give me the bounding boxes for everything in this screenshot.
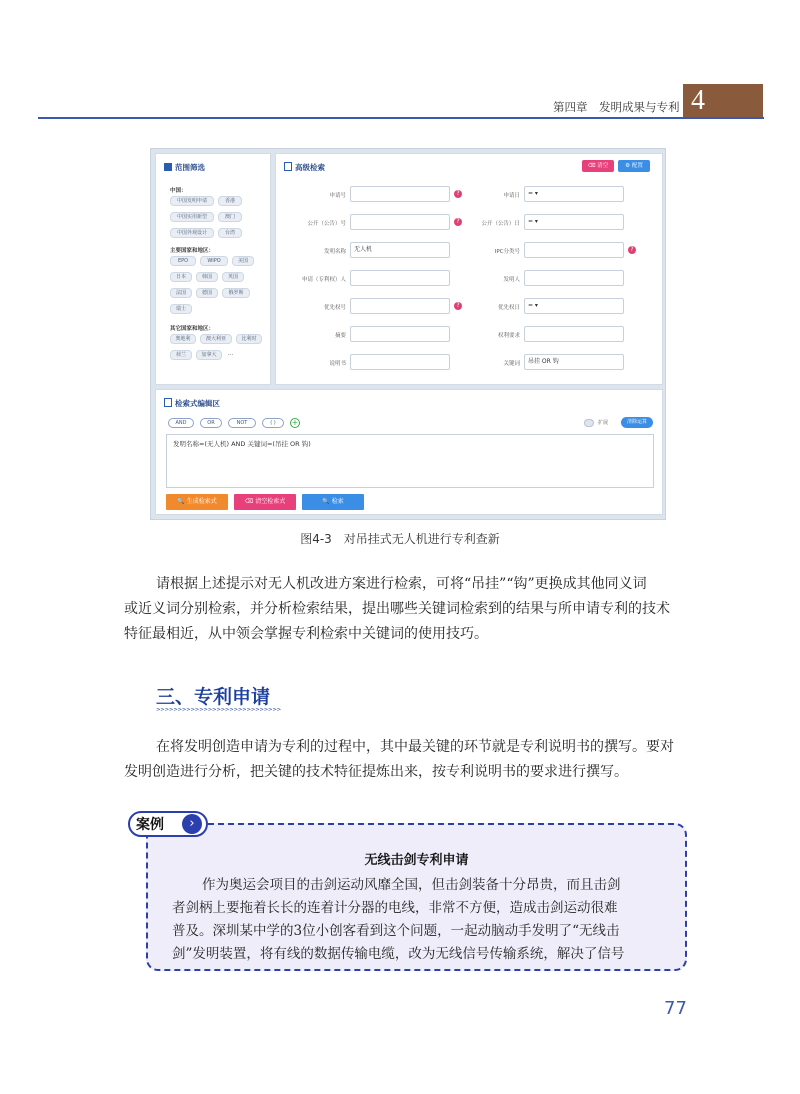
generate-expression-button[interactable]: 🔍 生成检索式	[166, 494, 228, 510]
para2-line2: 发明创造进行分析，把关键的技术特征提炼出来，按专利说明书的要求进行撰写。	[124, 764, 628, 780]
config-button[interactable]: ⚙ 配置	[618, 160, 650, 172]
expression-editor-panel	[155, 389, 663, 515]
chip-wipo[interactable]: WIPO	[200, 256, 228, 266]
para1-line1: 请根据上述提示对无人机改进方案进行检索，可将“吊挂”“钩”更换成其他同义词	[156, 576, 647, 592]
field-priority-no[interactable]	[350, 298, 450, 314]
field-label-applicant: 申请（专利权）人	[301, 277, 346, 283]
case-line-3: 普及。深圳某中学的3位小创客看到这个问题，一起动脑动手发明了“无线击	[172, 923, 620, 939]
figure-caption: 图4-3 对吊挂式无人机进行专利查新	[300, 532, 500, 546]
field-label-inventor: 发明人	[503, 277, 520, 283]
field-label-pub-date: 公开（公告）日	[481, 221, 520, 227]
header-rule	[38, 117, 764, 119]
field-inventor[interactable]	[524, 270, 624, 286]
more-regions: ...	[228, 351, 234, 357]
help-icon[interactable]: ?	[454, 190, 462, 198]
case-line-2: 者剑柄上要拖着长长的连着计分器的电线，非常不方便，造成击剑运动很难	[172, 900, 618, 916]
field-app-no[interactable]	[350, 186, 450, 202]
case-tag-label: 案例	[136, 817, 164, 833]
case-line-1: 作为奥运会项目的击剑运动风靡全国，但击剑装备十分昂贵，而且击剑	[202, 877, 621, 893]
edit-icon	[164, 398, 172, 407]
help-icon[interactable]: ?	[454, 302, 462, 310]
expression-textarea[interactable]: 发明名称=(无人机) AND 关键词=(吊挂 OR 钩)	[166, 434, 654, 488]
op-not-button[interactable]: NOT	[228, 418, 256, 428]
para1-line3: 特征最相近，从中领会掌握专利检索中关键词的使用技巧。	[124, 626, 488, 642]
chip-macau[interactable]: 澳门	[218, 212, 242, 222]
advanced-search-panel	[275, 153, 663, 385]
search-button[interactable]: 🔍 检索	[302, 494, 364, 510]
document-icon	[284, 162, 292, 171]
other-group-label: 其它国家和地区：	[170, 326, 215, 332]
field-label-ipc: IPC分类号	[494, 249, 520, 255]
op-paren-button[interactable]: ( )	[262, 418, 284, 428]
field-claims[interactable]	[524, 326, 624, 342]
field-label-app-date: 申请日	[503, 193, 520, 199]
chapter-title: 第四章 发明成果与专利	[553, 100, 680, 114]
chip-australia[interactable]: 澳大利亚	[200, 334, 232, 344]
op-and-button[interactable]: AND	[168, 418, 194, 428]
chip-uk[interactable]: 英国	[222, 272, 244, 282]
chip-korea[interactable]: 韩国	[196, 272, 218, 282]
region-filter-panel	[155, 153, 271, 385]
clear-ops-button[interactable]: 清除运算	[621, 417, 653, 428]
chip-canada[interactable]: 加拿大	[196, 350, 222, 360]
field-label-priority-date: 优先权日	[497, 305, 520, 311]
clear-expression-button[interactable]: ⌫ 清空检索式	[234, 494, 296, 510]
op-or-button[interactable]: OR	[200, 418, 222, 428]
chip-austria[interactable]: 奥地利	[170, 334, 196, 344]
field-label-priority-no: 优先权号	[323, 305, 346, 311]
chip-japan[interactable]: 日本	[170, 272, 192, 282]
field-invention-title[interactable]: 无人机	[350, 242, 450, 258]
field-applicant[interactable]	[350, 270, 450, 286]
chip-cn-utility[interactable]: 中国实用新型	[170, 212, 214, 222]
chip-russia[interactable]: 俄罗斯	[222, 288, 250, 298]
chevron-right-icon: ›	[182, 814, 202, 834]
major-group-label: 主要国家和地区：	[170, 248, 215, 254]
page-number: 77	[664, 998, 687, 1019]
section-title: 三、专利申请	[156, 686, 271, 708]
plus-icon[interactable]: +	[291, 418, 299, 427]
advanced-search-title: 高级检索	[284, 162, 325, 173]
field-label-claims: 权利要求	[497, 333, 520, 339]
field-label-keywords: 关键词	[503, 361, 520, 367]
expand-toggle[interactable]	[584, 419, 594, 427]
chip-belgium[interactable]: 比利时	[236, 334, 262, 344]
help-icon[interactable]: ?	[454, 218, 462, 226]
chip-cn-invention[interactable]: 中国发明申请	[170, 196, 214, 206]
field-label-description: 说明书	[329, 361, 346, 367]
field-label-abstract: 摘要	[334, 333, 346, 339]
chip-cn-design[interactable]: 中国外观设计	[170, 228, 214, 238]
chip-france[interactable]: 法国	[170, 288, 192, 298]
section-arrows: >>>>>>>>>>>>>>>>>>>>>>>>>>>>>	[156, 707, 281, 713]
chip-germany[interactable]: 德国	[196, 288, 218, 298]
chip-netherlands[interactable]: 荷兰	[170, 350, 192, 360]
field-abstract[interactable]	[350, 326, 450, 342]
expression-editor-title: 检索式编辑区	[164, 398, 220, 409]
chapter-number: 4	[683, 84, 763, 117]
chip-epo[interactable]: EPO	[170, 256, 196, 266]
search-ui-figure	[150, 148, 666, 520]
chip-hongkong[interactable]: 香港	[218, 196, 242, 206]
field-label-title: 发明名称	[323, 249, 346, 255]
case-title: 无线击剑专利申请	[364, 853, 469, 868]
field-pub-no[interactable]	[350, 214, 450, 230]
field-label-pub-no: 公开（公告）号	[307, 221, 346, 227]
chip-switzerland[interactable]: 瑞士	[170, 304, 192, 314]
field-priority-date[interactable]: = ▾	[524, 298, 624, 314]
clear-form-button[interactable]: ⌫ 清空	[582, 160, 614, 172]
field-app-date[interactable]: = ▾	[524, 186, 624, 202]
chip-usa[interactable]: 美国	[232, 256, 254, 266]
field-label-app-no: 申请号	[329, 193, 346, 199]
grid-icon	[164, 163, 172, 171]
region-filter-title: 范围筛选	[164, 162, 205, 173]
para2-line1: 在将发明创造申请为专利的过程中，其中最关键的环节就是专利说明书的撰写。要对	[156, 739, 674, 755]
expand-label: 扩展	[598, 420, 609, 426]
case-tag	[128, 811, 210, 837]
field-pub-date[interactable]: = ▾	[524, 214, 624, 230]
china-group-label: 中国：	[170, 188, 187, 194]
chip-taiwan[interactable]: 台湾	[218, 228, 242, 238]
field-description[interactable]	[350, 354, 450, 370]
para1-line2: 或近义词分别检索，并分析检索结果，提出哪些关键词检索到的结果与所申请专利的技术	[124, 601, 670, 617]
field-keywords[interactable]: 吊挂 OR 钩	[524, 354, 624, 370]
help-icon[interactable]: ?	[628, 246, 636, 254]
case-line-4: 剑”发明装置，将有线的数据传输电缆，改为无线信号传输系统，解决了信号	[172, 946, 625, 962]
field-ipc[interactable]	[524, 242, 624, 258]
